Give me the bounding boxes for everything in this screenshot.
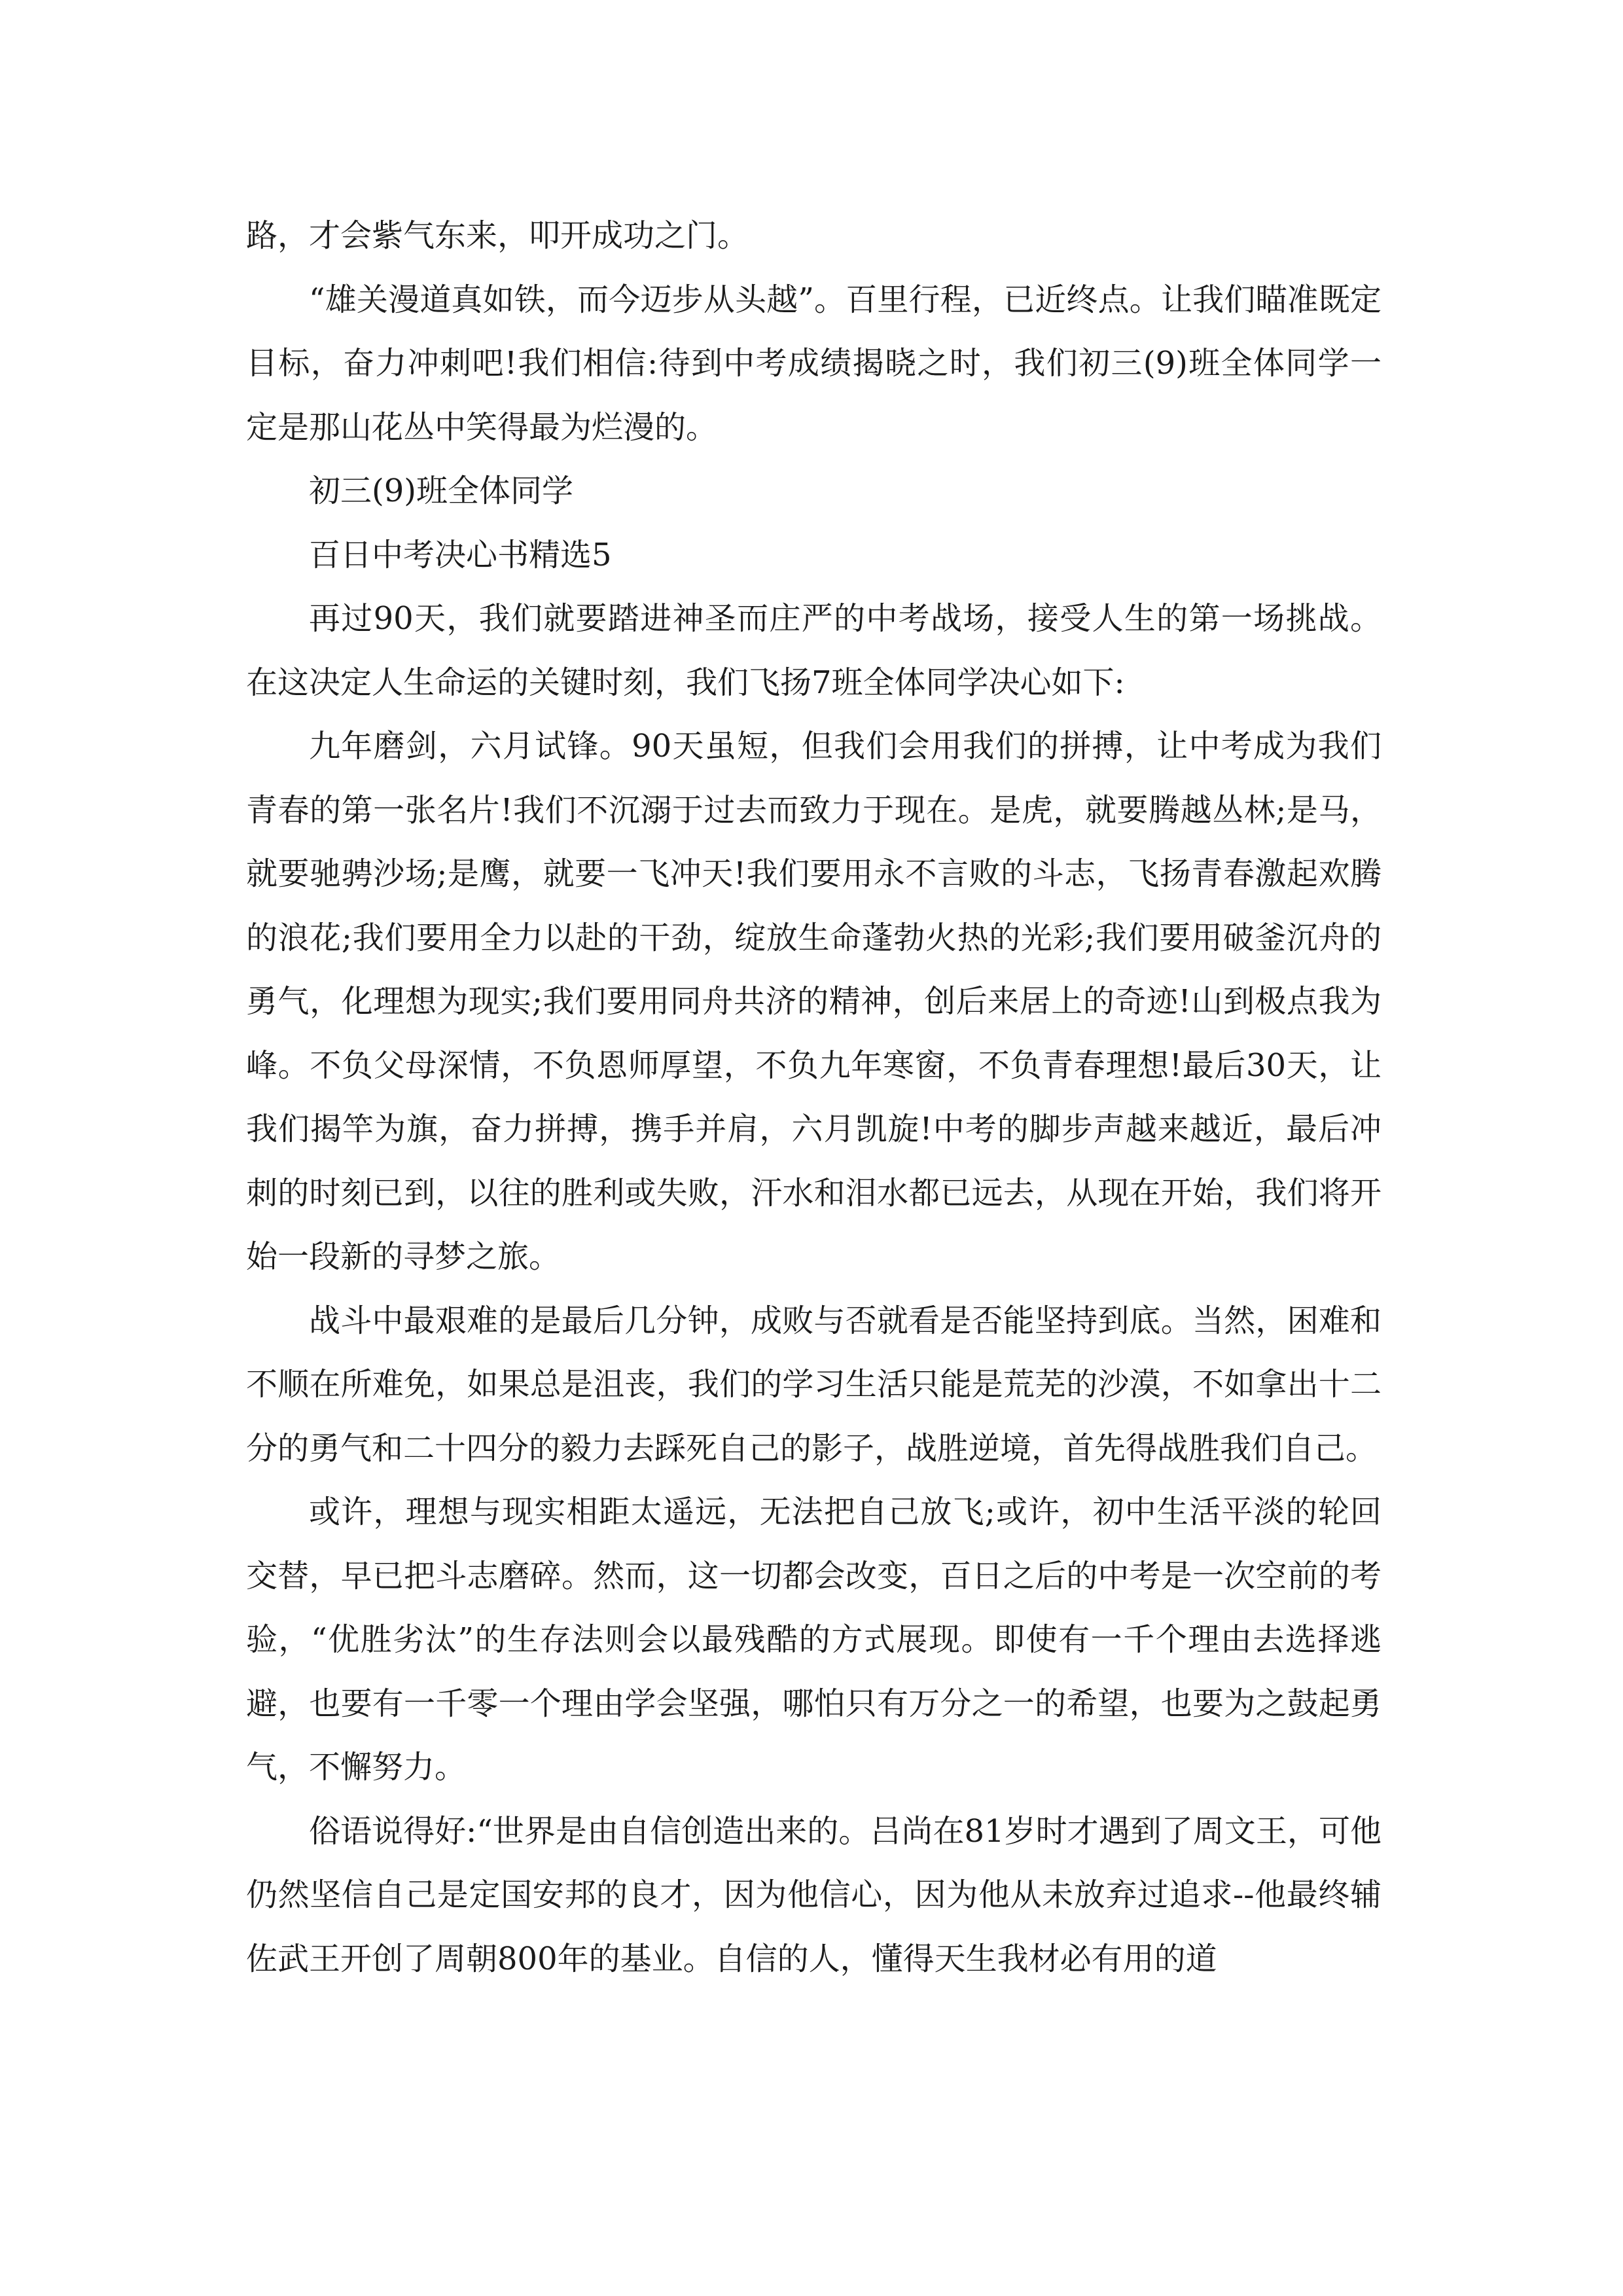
section-heading: 百日中考决心书精选5: [309, 536, 612, 573]
paragraph-resolution: 九年磨剑，六月试锋。90天虽短，但我们会用我们的拼搏，让中考成为我们青春的第一张名片!我们不沉溺于过去而致力于现在。是虎，就要腾越丛林;是马，就要驰骋沙场;是鹰，就要一飞冲天!我们要用永不言败的斗志，飞扬青春激起欢腾的浪花;我们要用全力以赴的干劲，绽放生命蓬勃火热的光彩;我们要用破釜沉舟的勇气，化理想为现实;我们要用同舟共济的精神，创后来居上的奇迹!山到极点我为峰。不负父母深情，不负恩师厚望，不负九年寒窗，不负青春理想!最后30天，让我们揭竿为旗，奋力拼搏，携手并肩，六月凯旋!中考的脚步声越来越近，最后冲刺的时刻已到，以往的胜利或失败，汗水和泪水都已远去，从现在开始，我们将开始一段新的寻梦之旅。: [246, 728, 1382, 1275]
paragraph-proverb: 俗语说得好:“世界是由自信创造出来的。吕尚在81岁时才遇到了周文王，可他仍然坚信自己是定国安邦的良才，因为他信心，因为他从未放弃过追求--他最终辅佐武王开创了周朝800年的基业。自信的人，懂得天生我材必有用的道: [246, 1812, 1382, 1977]
document-body: [246, 204, 1382, 1991]
paragraph-ideals: 或许，理想与现实相距太遥远，无法把自己放飞;或许，初中生活平淡的轮回交替，早已把斗志磨碎。然而，这一切都会改变，百日之后的中考是一次空前的考验，“优胜劣汰”的生存法则会以最残酷的方式展现。即使有一千个理由去选择逃避，也要有一千零一个理由学会坚强，哪怕只有万分之一的希望，也要为之鼓起勇气，不懈努力。: [246, 1494, 1382, 1785]
paragraph-continuation: 路，才会紫气东来，叩开成功之门。: [246, 217, 749, 254]
paragraph-quote: “雄关漫道真如铁，而今迈步从头越”。百里行程，已近终点。让我们瞄准既定目标，奋力冲刺吧!我们相信:待到中考成绩揭晓之时，我们初三(9)班全体同学一定是那山花丛中笑得最为烂漫的。: [246, 281, 1382, 446]
paragraph-struggle: 战斗中最艰难的是最后几分钟，成败与否就看是否能坚持到底。当然，困难和不顺在所难免，如果总是沮丧，我们的学习生活只能是荒芜的沙漠，不如拿出十二分的勇气和二十四分的毅力去踩死自己的影子，战胜逆境，首先得战胜我们自己。: [246, 1302, 1382, 1467]
paragraph-intro: 再过90天，我们就要踏进神圣而庄严的中考战场，接受人生的第一场挑战。在这决定人生命运的关键时刻，我们飞扬7班全体同学决心如下:: [246, 600, 1382, 701]
signature-line: 初三(9)班全体同学: [309, 473, 573, 509]
